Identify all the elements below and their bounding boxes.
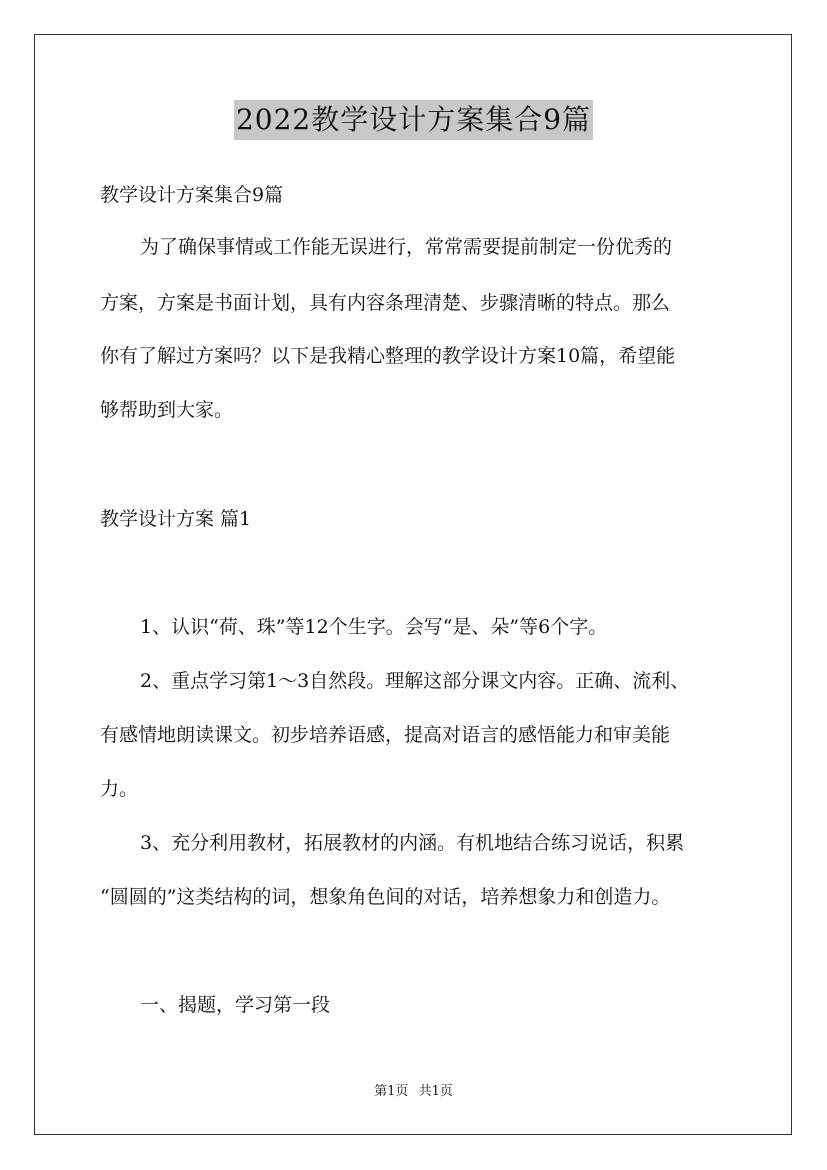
step-heading: 一、揭题，学习第一段 bbox=[140, 994, 331, 1016]
goal-2-line-1: 2、重点学习第1～3自然段。理解这部分课文内容。正确、流利、 bbox=[140, 670, 690, 692]
goal-3-line-2: “圆圆的”这类结构的词，想象角色间的对话，培养想象力和创造力。 bbox=[100, 886, 671, 908]
section-heading: 教学设计方案 篇1 bbox=[100, 508, 252, 530]
page-total: 共1页 bbox=[418, 1084, 453, 1099]
goal-2-line-3: 力。 bbox=[100, 778, 139, 800]
intro-line-4: 够帮助到大家。 bbox=[100, 399, 234, 421]
goal-3-line-1: 3、充分利用教材，拓展教材的内涵。有机地结合练习说话，积累 bbox=[140, 832, 685, 854]
goal-2-line-2: 有感情地朗读课文。初步培养语感，提高对语言的感悟能力和审美能 bbox=[100, 724, 671, 746]
document-title bbox=[0, 100, 827, 140]
page-number: 第1页 bbox=[374, 1084, 409, 1099]
goal-1: 1、认识“荷、珠”等12个生字。会写“是、朵”等6个字。 bbox=[140, 616, 608, 638]
intro-line-3: 你有了解过方案吗？以下是我精心整理的教学设计方案10篇，希望能 bbox=[100, 345, 676, 367]
page-footer bbox=[0, 1082, 827, 1102]
document-subtitle: 教学设计方案集合9篇 bbox=[100, 184, 284, 206]
intro-line-1: 为了确保事情或工作能无误进行，常常需要提前制定一份优秀的 bbox=[140, 236, 673, 258]
intro-line-2: 方案，方案是书面计划，具有内容条理清楚、步骤清晰的特点。那么 bbox=[100, 292, 671, 314]
document-title-text: 2022教学设计方案集合9篇 bbox=[234, 100, 593, 140]
